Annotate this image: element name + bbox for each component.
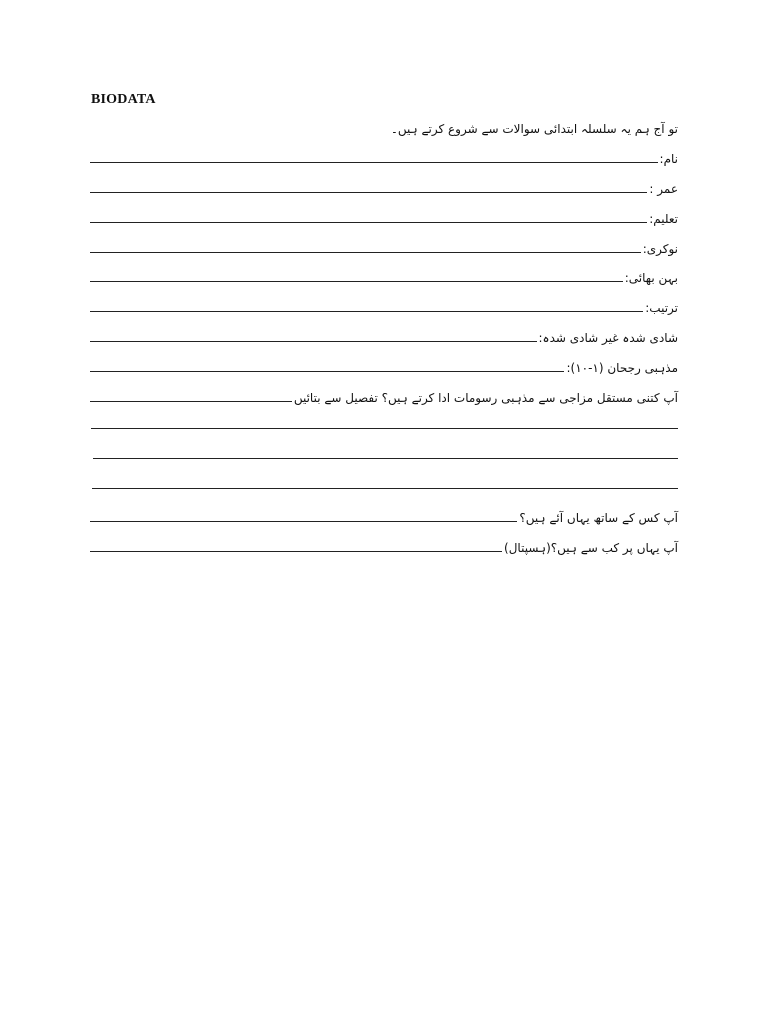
birth-order-input-line[interactable] [90,311,643,312]
siblings-label: بہن بھائی: [624,271,678,285]
name-label: نام: [659,152,678,166]
job-field-row [90,236,678,256]
religious-inclination-field-row [90,355,678,375]
birth-order-field-row [90,295,678,315]
page-title: BIODATA [91,92,156,107]
education-field-row [90,206,678,226]
hospital-duration-label: آپ یہاں پر کب سے ہیں؟(ہسپتال) [504,541,678,555]
birth-order-label: ترتیب: [645,301,678,315]
siblings-input-line[interactable] [90,281,623,282]
companion-input-line[interactable] [90,521,517,522]
age-label: عمر : [649,182,678,196]
religious-inclination-input-line[interactable] [90,371,564,372]
education-input-line[interactable] [90,222,647,223]
age-input-line[interactable] [90,192,647,193]
answer-line-2[interactable] [93,458,678,459]
marital-status-field-row [90,325,678,345]
religious-practice-input-line[interactable] [90,401,292,402]
siblings-field-row [90,265,678,285]
answer-line-1[interactable] [91,428,678,429]
companion-field-row [90,505,678,525]
age-field-row [90,176,678,196]
education-label: تعلیم: [649,212,678,226]
intro-text: تو آج ہم یہ سلسلہ ابتدائی سوالات سے شروع کرتے ہیں۔ [390,122,678,136]
religious-inclination-label: مذہبی رجحان (۱-۱۰): [566,361,678,375]
hospital-duration-field-row [90,535,678,555]
religious-practice-field-row [90,385,678,405]
religious-practice-label: آپ کتنی مستقل مزاجی سے مذہبی رسومات ادا کرتے ہیں؟ تفصیل سے بتائیں [293,391,678,405]
marital-status-input-line[interactable] [90,341,537,342]
job-input-line[interactable] [90,252,641,253]
companion-label: آپ کس کے ساتھ یہاں آئے ہیں؟ [519,511,678,525]
hospital-duration-input-line[interactable] [90,551,502,552]
marital-status-label: شادی شدہ غیر شادی شدہ: [538,331,678,345]
name-input-line[interactable] [90,162,658,163]
name-field-row [90,146,678,166]
answer-line-3[interactable] [92,488,678,489]
job-label: نوکری: [642,242,678,256]
